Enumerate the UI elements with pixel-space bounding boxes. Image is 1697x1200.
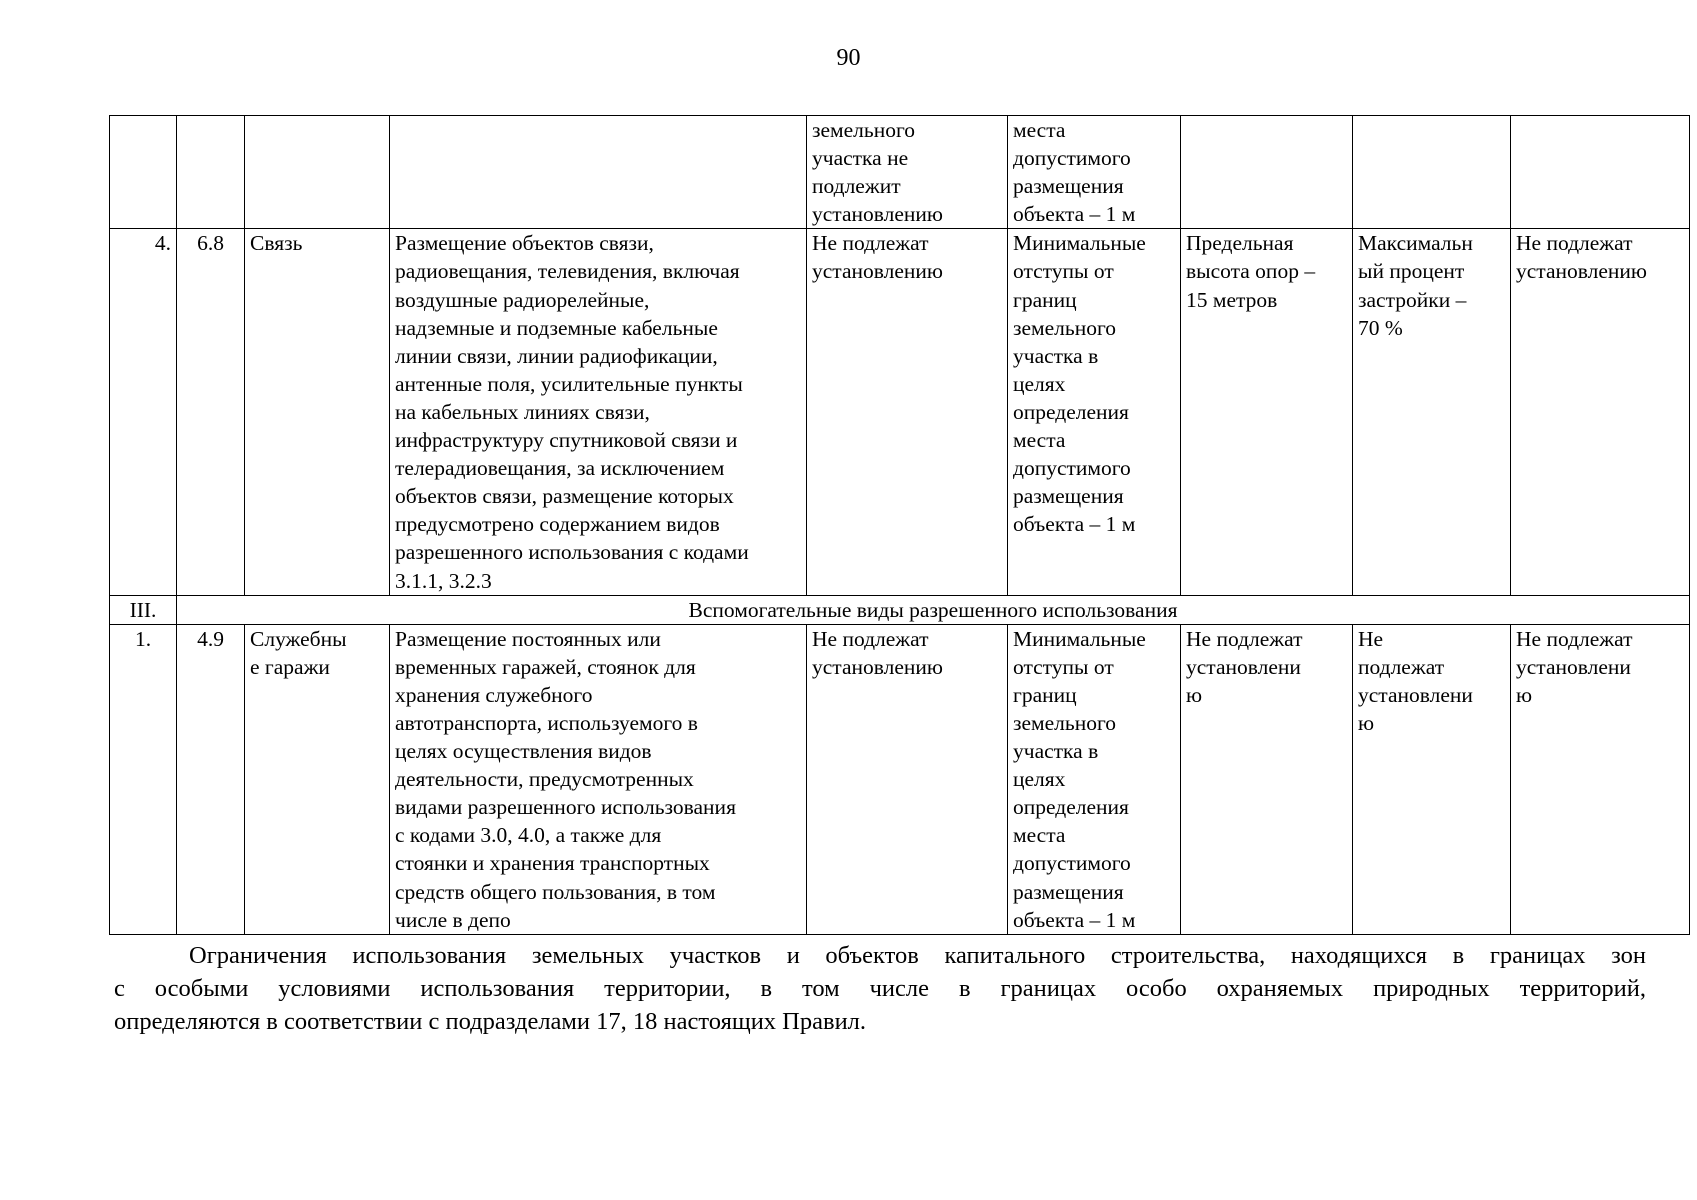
regulations-table (109, 115, 1690, 935)
cell-description (390, 624, 807, 934)
cell-line: с кодами 3.0, 4.0, а также для (395, 823, 662, 848)
cell-line: границ (1013, 682, 1077, 707)
section-title: Вспомогательные виды разрешенного использования (177, 595, 1690, 624)
cell-col5 (807, 116, 1008, 229)
cell-line: целях осуществления видов (395, 739, 652, 764)
cell-num: 1. (110, 624, 177, 934)
cell-line: размещения (1013, 484, 1124, 509)
cell-line: допустимого (1013, 146, 1131, 171)
table-row-garages (110, 624, 1690, 934)
cell-line: Не (1358, 626, 1384, 651)
cell-col5 (807, 624, 1008, 934)
cell-line: телерадиовещания, за исключением (395, 456, 725, 481)
cell-line: хранения служебного (395, 682, 593, 707)
section-number: III. (110, 595, 177, 624)
cell-line: установлению (812, 202, 943, 227)
cell-code (177, 116, 245, 229)
cell-line: места (1013, 118, 1066, 142)
cell-line: ю (1186, 682, 1203, 707)
cell-line: места (1013, 823, 1066, 848)
cell-line: размещения (1013, 879, 1124, 904)
cell-line: надземные и подземные кабельные (395, 315, 718, 340)
cell-code: 4.9 (177, 624, 245, 934)
cell-line: видами разрешенного использования (395, 795, 736, 820)
cell-line: определения (1013, 399, 1129, 424)
cell-line: 70 % (1358, 315, 1403, 340)
restrictions-paragraph (114, 939, 1646, 1038)
cell-line: Не подлежат (812, 231, 929, 256)
cell-line: воздушные радиорелейные, (395, 287, 650, 312)
cell-line: подлежат (1358, 654, 1445, 679)
cell-col6 (1008, 116, 1181, 229)
cell-line: Не подлежат (1516, 626, 1633, 651)
cell-col7 (1181, 229, 1353, 595)
cell-line: Служебны (250, 626, 347, 651)
cell-line: допустимого (1013, 456, 1131, 481)
cell-line: Размещение постоянных или (395, 626, 661, 651)
cell-line: е гаражи (250, 654, 330, 679)
cell-name: Связь (245, 229, 390, 595)
cell-line: целях (1013, 767, 1066, 792)
cell-code: 6.8 (177, 229, 245, 595)
cell-line: участка в (1013, 343, 1099, 368)
cell-line: антенные поля, усилительные пункты (395, 371, 743, 396)
cell-col9 (1511, 229, 1690, 595)
cell-line: ый процент (1358, 259, 1465, 284)
cell-line: разрешенного использования с кодами (395, 540, 749, 565)
cell-line: радиовещания, телевидения, включая (395, 259, 740, 284)
cell-line: определения (1013, 795, 1129, 820)
cell-line: отступы от (1013, 259, 1114, 284)
cell-line: объекта – 1 м (1013, 907, 1136, 932)
cell-line: стоянки и хранения транспортных (395, 851, 710, 876)
cell-line: земельного (1013, 710, 1117, 735)
cell-col5 (807, 229, 1008, 595)
cell-line: средств общего пользования, в том (395, 879, 716, 904)
cell-line: установлени (1186, 654, 1301, 679)
cell-line: автотранспорта, используемого в (395, 710, 698, 735)
cell-line: земельного (1013, 315, 1117, 340)
cell-description (390, 229, 807, 595)
cell-line: размещения (1013, 174, 1124, 199)
cell-line: Не подлежат (812, 626, 929, 651)
cell-col9 (1511, 624, 1690, 934)
cell-line: Максимальн (1358, 231, 1473, 256)
cell-line: ю (1358, 710, 1375, 735)
cell-line: инфраструктуру спутниковой связи и (395, 428, 738, 453)
cell-line: высота опор – (1186, 259, 1316, 284)
paragraph-line: Ограничения использования земельных участков и объектов капитального строительства, находящихся в границах зон (189, 942, 1646, 969)
cell-line: числе в депо (395, 907, 511, 932)
paragraph-line: определяются в соответствии с подразделами 17, 18 настоящих Правил. (114, 1008, 867, 1035)
cell-description (390, 116, 807, 229)
cell-line: земельного (812, 118, 916, 142)
cell-line: установлени (1358, 682, 1473, 707)
cell-line: подлежит (812, 174, 901, 199)
cell-col7 (1181, 624, 1353, 934)
cell-line: 3.1.1, 3.2.3 (395, 568, 492, 593)
cell-col8 (1353, 624, 1511, 934)
table-row-svyaz (110, 229, 1690, 595)
cell-name (245, 116, 390, 229)
cell-col9 (1511, 116, 1690, 229)
cell-name (245, 624, 390, 934)
cell-col6 (1008, 624, 1181, 934)
cell-col8 (1353, 116, 1511, 229)
cell-line: места (1013, 428, 1066, 453)
cell-num: 4. (110, 229, 177, 595)
cell-line: участка не (812, 146, 909, 171)
cell-line: границ (1013, 287, 1077, 312)
cell-line: временных гаражей, стоянок для (395, 654, 696, 679)
paragraph-line: с особыми условиями использования территории, в том числе в границах особо охраняемых природных территорий, (114, 975, 1646, 1002)
cell-line: предусмотрено содержанием видов (395, 512, 720, 537)
cell-line: застройки – (1358, 287, 1467, 312)
cell-line: линии связи, линии радиофикации, (395, 343, 718, 368)
cell-line: отступы от (1013, 654, 1114, 679)
cell-line: Минимальные (1013, 626, 1146, 651)
cell-col7 (1181, 116, 1353, 229)
cell-num (110, 116, 177, 229)
cell-line: установлению (812, 259, 943, 284)
cell-line: участка в (1013, 739, 1099, 764)
cell-line: целях (1013, 371, 1066, 396)
cell-line: Не подлежат (1186, 626, 1303, 651)
cell-line: установлению (812, 654, 943, 679)
cell-line: Минимальные (1013, 231, 1146, 256)
cell-line: установлени (1516, 654, 1631, 679)
cell-col8 (1353, 229, 1511, 595)
table-row-continuation (110, 116, 1690, 229)
cell-line: на кабельных линиях связи, (395, 399, 650, 424)
cell-line: Предельная (1186, 231, 1294, 256)
cell-line: объекта – 1 м (1013, 202, 1136, 227)
cell-line: Размещение объектов связи, (395, 231, 654, 256)
cell-line: ю (1516, 682, 1533, 707)
cell-line: допустимого (1013, 851, 1131, 876)
cell-line: Не подлежат (1516, 231, 1633, 256)
cell-line: 15 метров (1186, 287, 1278, 312)
cell-line: деятельности, предусмотренных (395, 767, 694, 792)
page-number: 90 (836, 45, 861, 71)
cell-line: объекта – 1 м (1013, 512, 1136, 537)
cell-line: объектов связи, размещение которых (395, 484, 734, 509)
cell-line: установлению (1516, 259, 1647, 284)
cell-col6 (1008, 229, 1181, 595)
table-section-row (110, 595, 1690, 624)
